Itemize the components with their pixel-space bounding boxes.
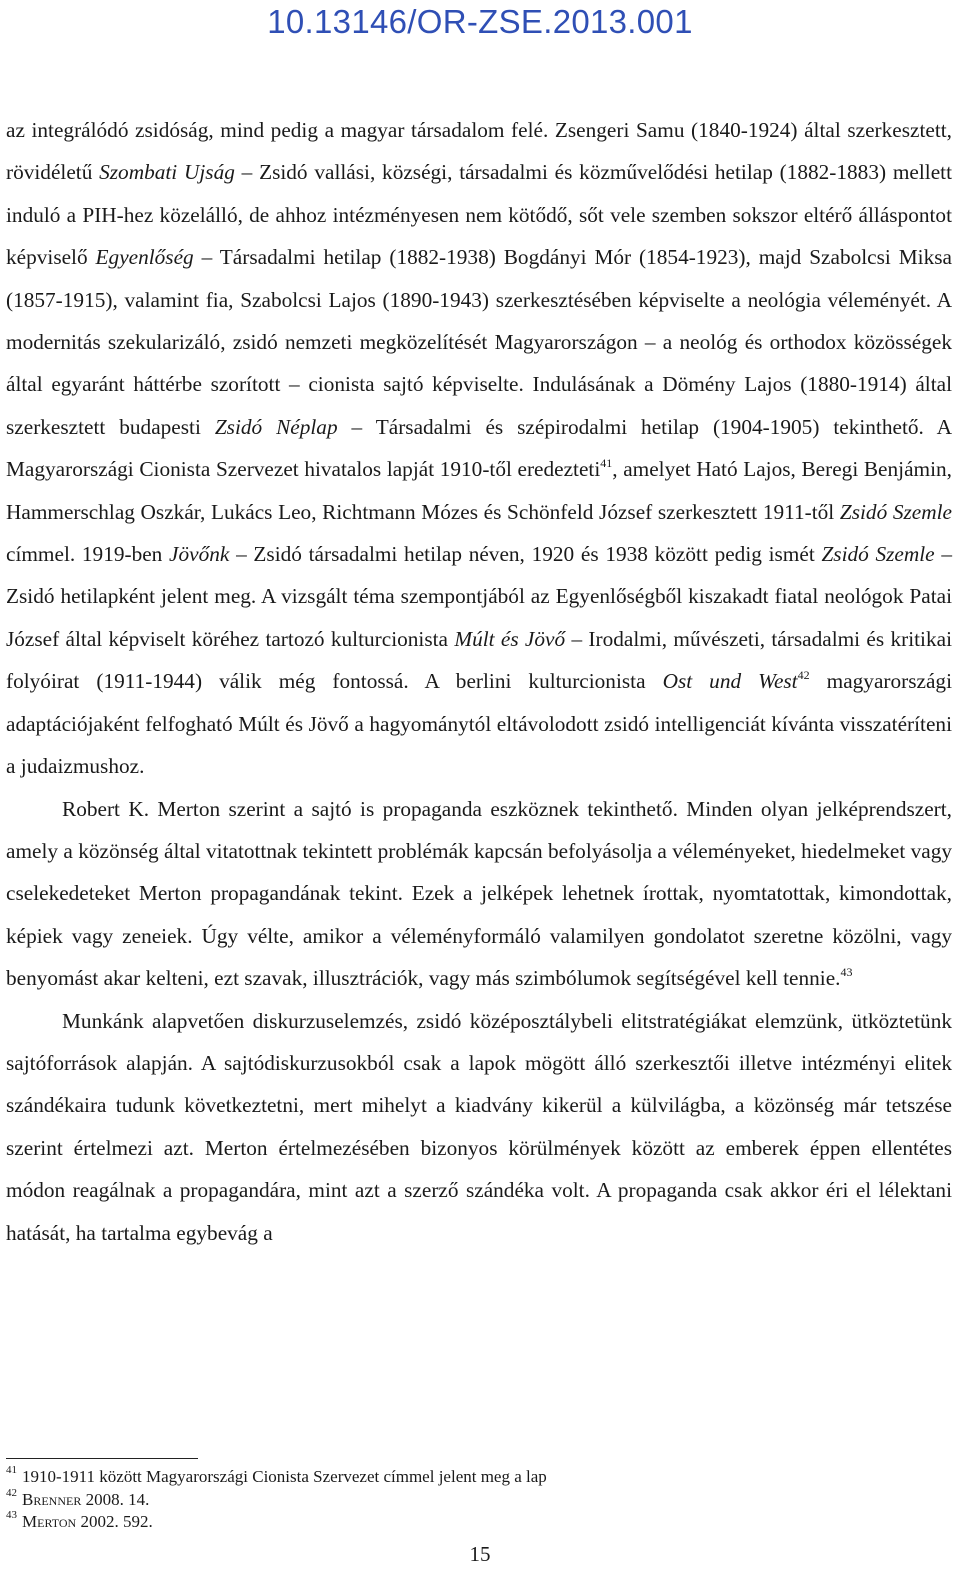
footnote-ref: 42 bbox=[797, 668, 810, 683]
page-number: 15 bbox=[469, 1542, 491, 1566]
publication-title: Szombati Ujság bbox=[99, 160, 235, 185]
text-run: – Zsidó társadalmi hetilap néven, 1920 és 1938 között pedig ismét bbox=[229, 542, 822, 567]
publication-title: Zsidó Szemle bbox=[839, 499, 952, 524]
footnote-author: Brenner bbox=[22, 1489, 82, 1509]
paragraph-3 bbox=[6, 1000, 952, 1254]
footnotes bbox=[6, 1466, 946, 1534]
footnote-number: 41 bbox=[6, 1464, 17, 1477]
text-run: – Irodalmi, művészeti, társadalmi és kritikai folyóirat (1911-1944) válik még fontossá. A berlini kulturcionista bbox=[6, 626, 952, 694]
footnote-text: 2002. 592. bbox=[76, 1512, 153, 1531]
footnote-number: 43 bbox=[6, 1509, 17, 1522]
footnote-text: 1910-1911 között Magyarországi Cionista Szervezet címmel jelent meg a lap bbox=[22, 1467, 547, 1486]
text-run: , amelyet Ható Lajos, Beregi Benjámin, Hammerschlag Oszkár, Lukács Leo, Richtmann Mózes és Schönfeld József szerkesztett 1911-től bbox=[6, 457, 952, 524]
publication-title: Jövőnk bbox=[169, 542, 230, 567]
footnote-ref: 41 bbox=[600, 456, 613, 471]
footnote-41 bbox=[6, 1466, 946, 1489]
footnote-author: Merton bbox=[22, 1512, 77, 1531]
footnote-number: 42 bbox=[6, 1486, 17, 1499]
text-run: az integrálódó zsidóság, mind pedig a magyar társadalom felé. Zsengeri Samu (1840-1924) által szerkesztett, rövidéletű bbox=[6, 118, 952, 185]
footnote-text: 2008. 14. bbox=[81, 1489, 150, 1509]
body-text bbox=[6, 109, 952, 1254]
text-run: – Társadalmi hetilap (1882-1938) Bogdányi Mór (1854-1923), majd Szabolcsi Miksa (1857-1915), valamint fia, Szabolcsi Lajos (1890-1943) szerkesztésében képviselte a neológia véleményét. A modernitás szekularizáló, zsidó nemzeti megközelítését Magyarországon – a neológ és orthodox közösségek által egyaránt háttérbe szorított – cionista sajtó képviselte. Indulásának a Dömény Lajos (1880-1914) által szerkesztett budapesti bbox=[6, 245, 952, 439]
text-run: Robert K. Merton szerint a sajtó is propaganda eszköznek tekinthető. Minden olyan jelképrendszert, amely a közönség által vitatottnak tekintett problémák kapcsán befolyásolja a véleményeket, hiedelmeket vagy cselekedeteket Merton propagandának tekint. Ezek a jelképek lehetnek írottak, nyomtatottak, kimondottak, képiek vagy zeneiek. Úgy vélte, amikor a véleményformáló valamilyen gondolatot szeretne közölni, vagy benyomást akar kelteni, ezt szavak, illusztrációk, vagy más szimbólumok segítségével kell tennie. bbox=[6, 796, 952, 991]
publication-title: Ost und West bbox=[662, 669, 798, 694]
footnote-43 bbox=[6, 1511, 946, 1534]
text-run: – Zsidó hetilapként jelent meg. A vizsgált téma szempontjából az Egyenlőségből kiszakadt fiatal neológok Patai József által képviselt köréhez tartozó kulturcionista bbox=[6, 542, 952, 651]
footnote-ref: 43 bbox=[840, 965, 853, 980]
footnote-separator bbox=[6, 1458, 198, 1459]
text-run: címmel. 1919-ben bbox=[6, 542, 170, 567]
text-run: – Zsidó vallási, községi, társadalmi és közművelődési hetilap (1882-1883) mellett induló a PIH-hez közelálló, de ahhoz intézményesen nem kötődő, sőt vele szemben sokszor eltérő álláspontot képviselő bbox=[6, 160, 952, 270]
paragraph-1 bbox=[6, 109, 952, 788]
text-run: magyarországi adaptációjaként felfogható Múlt és Jövő a hagyománytól eltávolodott zsidó intelligenciát kívánta visszatéríteni a judaizmushoz. bbox=[6, 669, 953, 779]
footnote-42 bbox=[6, 1486, 946, 1512]
publication-title: Múlt és Jövő bbox=[454, 626, 566, 651]
text-run: Munkánk alapvetően diskurzuselemzés, zsidó középosztálybeli elitstratégiákat elemzünk, ütköztetünk sajtóforrások alapján. A sajtódiskurzusokból csak a lapok mögött álló szerkesztői illetve intézményi elitek szándékaira tudunk következtetni, mert mihelyt a kiadvány kikerül a külvilágba, a közönség már tetszése szerint értelmezi azt. Merton értelmezésében bizonyos körülmények között az emberek éppen ellentétes módon reagálnak a propagandára, mint azt a szerző szándéka volt. A propaganda csak akkor éri el lélektani hatását, ha tartalma egybevág a bbox=[6, 1008, 952, 1245]
publication-title: Egyenlőség bbox=[95, 245, 194, 270]
doi-header: 10.13146/OR-ZSE.2013.001 bbox=[267, 3, 693, 40]
paragraph-2 bbox=[6, 788, 952, 1000]
publication-title: Zsidó Szemle bbox=[821, 542, 935, 567]
publication-title: Zsidó Néplap bbox=[214, 414, 338, 439]
text-run: – Társadalmi és szépirodalmi hetilap (1904-1905) tekinthető. A Magyarországi Cionista Szervezet hivatalos lapját 1910-től eredezteti bbox=[6, 414, 952, 482]
